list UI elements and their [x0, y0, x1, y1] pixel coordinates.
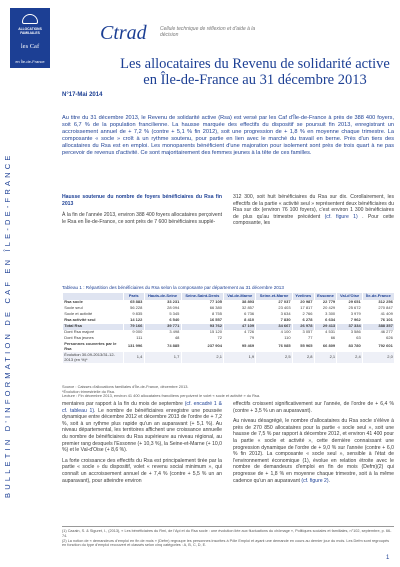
table-cell: 312 256	[362, 300, 394, 306]
table-cell: 6 278	[292, 318, 314, 324]
table-cell: 2,8	[292, 352, 314, 363]
table-cell: 29 413	[314, 324, 337, 330]
table-cell: 6 540	[144, 318, 181, 324]
table-cell: 8 755	[181, 312, 224, 318]
table-cell: 32 857	[224, 306, 256, 312]
lower-right-paragraph-1: effectifs croissent significativement sur l'année, de l'ordre de + 6,4 % (contre + 3,5 % un an auparavant).	[233, 401, 394, 414]
table-cell: 72	[181, 336, 224, 342]
table-row	[63, 352, 395, 363]
table-cell: 9 835	[124, 312, 145, 318]
table-note-1: *Évolution trimestrielle du Rsa.	[62, 388, 115, 394]
table-cell: 3 586	[337, 330, 363, 336]
table-header: Seine-et-Marne	[256, 293, 292, 300]
table-cell: 15 120	[181, 330, 224, 336]
section1-left-text: À la fin de l'année 2013, environ 388 400 foyers allocataires perçoivent le Rsa en Île-de-France, ce sont près de 7 600 bénéficiaires supplé-	[62, 212, 222, 225]
logo-org: ALLOCATIONS FAMILIALES	[18, 27, 42, 35]
table-cell: 46 277	[362, 330, 394, 336]
table-header: Essonne	[314, 293, 337, 300]
page-number: 1	[386, 555, 390, 561]
table-cell: 626	[362, 336, 394, 342]
table-cell: 39 771	[144, 324, 181, 330]
table-cell: 23 403	[256, 306, 292, 312]
table-cell: 20 987	[292, 300, 314, 306]
vertical-bulletin-text: BULLETIN D'INFORMATION DE CAF EN ÎLE-DE-FRANCE	[3, 152, 12, 498]
table-cell: 47 109	[224, 324, 256, 330]
table-header: Val-d'Oise	[337, 293, 363, 300]
row-label: Dont Rsa majoré	[63, 330, 124, 336]
table-header: Paris	[124, 293, 145, 300]
table-cell: 77	[292, 336, 314, 342]
table-cell: 63	[337, 336, 363, 342]
table-cell: 110	[256, 336, 292, 342]
lower-right-text-a: Au niveau désagrégé, le nombre d'allocataires du Rsa socle s'élève à près de 270 850 allocataires pour la partie « socle seul », soit une hausse de 7,5 % par rapport à décembre 2012, et environ 41 400 pour la partie « socle et activité », cette dernière connaissant une progression dynamique de l'ordre de + 9,0 % sur l'année (contre + 6,0 % fin 2012). La composante « socle seul », sensible à l'état de l'environnement économique (1), évolue en relation étroite avec le nombre de demandeurs d'emploi en fin de mois (Defm)(2) qui progresse de + 1,8 % en moyenne chaque trimestre, soit à la même cadence qu'un an auparavant	[233, 418, 394, 484]
caf-emblem-icon	[22, 14, 38, 24]
lower-left-paragraph-1	[62, 401, 222, 454]
section1-heading: Hausse soutenue du nombre de foyers bénéficiaires du Rsa fin 2013	[62, 194, 222, 207]
masthead-name: Ctrad	[100, 22, 147, 44]
footnote-1: (1) Cazain, S. & Siguret, I., (2013), « Les bénéficiaires du Rmi, de l'Api et du Rsa socle : une évolution liée aux fluctuations du chômage », Politiques sociales et familiales, n°102, septembre, p. 66-74.	[62, 529, 392, 538]
table-cell: 4 100	[256, 330, 292, 336]
intro-paragraph: Au titre du 31 décembre 2013, le Revenu de solidarité active (Rsa) est versé par les Caf d'Île-de-France à près de 388 400 foyers, soit 6,7 % de la population francilienne. La hausse marquée des effectifs du dispositif se poursuit fin 2013, enregistrant un accroissement annuel de + 7,2 % (contre + 5,1 % fin 2012), soit une progression de + 1,8 % en moyenne chaque trimestre. La composante « socle » croît à un rythme soutenu, pour partie en lien avec le marché du travail en berne. Près d'un tiers des allocataires du Rsa est en emploi. Les monoparents bénéficient d'une majoration pour isolement sont près de trois quart à ne pas percevoir de revenus d'activité. Ce sont majoritairement des femmes jeunes à la tête de ces familles.	[62, 115, 394, 157]
table-cell: 74 885	[144, 341, 181, 352]
table-cell: 2,4	[337, 352, 363, 363]
section1-left-column	[62, 194, 222, 225]
table-cell: 29 651	[337, 300, 363, 306]
logo-region: en Île-de-France	[15, 59, 45, 64]
table-note-2: Lecture : Fin décembre 2013, environ 41 400 allocataires franciliens perçoivent le volet « socle et activité » du Rsa.	[62, 393, 261, 399]
lower-left-text-b: . Le nombre de bénéficiaires enregistre une poussée dynamique entre décembre 2012 et décembre 2013 de l'ordre de + 7,2 %, soit à un rythme plus rapide qu'un an auparavant (+ 5,1 %). Au niveau départemental, les territoires affichent une croissance annuelle du nombre de bénéficiaires du Rsa supérieure au niveau régional, au premier rang desquels l'Essonne (+ 10,3 %), la Seine-et-Marne (+ 10,0 %) et le Val-d'Oise (+ 8,6 %).	[62, 407, 222, 454]
table-cell: 77 105	[181, 300, 224, 306]
section1-right-tail: . Pour cette composante, les	[233, 213, 395, 227]
table-cell: 237 904	[181, 341, 224, 352]
table-cell: 38 893	[224, 300, 256, 306]
caf-logo	[10, 8, 50, 68]
table-cell: 9 000	[124, 330, 145, 336]
table-cell: 6 736	[224, 312, 256, 318]
logo-brand: les Caf	[20, 43, 40, 50]
table-caption: Tableau 1 : Répartition des bénéficiaires du Rsa selon la composante par département au 31 décembre 2013	[62, 285, 284, 290]
table-header: Yvelines	[292, 293, 314, 300]
table-cell: 270 847	[362, 306, 394, 312]
table-row	[63, 341, 395, 352]
table-cell: 1,7	[144, 352, 181, 363]
table-notes	[62, 385, 394, 399]
table-cell: 111	[124, 336, 145, 342]
table-cell: 79	[224, 336, 256, 342]
table-cell: 25 672	[337, 306, 363, 312]
page-title: Les allocataires du Revenu de solidarité active en Île-de-France au 31 décembre 2013	[120, 56, 390, 88]
table-cell: 4 726	[224, 330, 256, 336]
table-cell: 26 978	[292, 324, 314, 330]
left-sidebar	[0, 0, 60, 567]
row-label: Total Rsa	[63, 324, 124, 330]
row-label: Rsa activité seul	[63, 318, 124, 324]
table-cell: 37 334	[337, 324, 363, 330]
table-cell: 6 634	[314, 318, 337, 324]
lower-right-text-b: .	[328, 477, 330, 484]
table-cell: 3 300	[314, 312, 337, 318]
table-body	[63, 300, 395, 363]
table-cell: 5 345	[144, 312, 181, 318]
table-cell: 2 766	[292, 312, 314, 318]
table-cell: 3 498	[144, 330, 181, 336]
row-label: Dont Rsa jeunes	[63, 336, 124, 342]
table-cell: 2,1	[181, 352, 224, 363]
lower-left-text-a: mentaires par rapport à la fin du mois de septembre	[62, 401, 185, 407]
section1-right-text: 312 300, soit huit bénéficiaires du Rsa sur dix. Corollairement, les effectifs de la partie « activité seul » représentent deux bénéficiaires du Rsa sur dix (environ 76 100 foyers), c'est environ 1 300 bénéficiaires de plus qu'au trimestre précédent	[233, 194, 394, 220]
table-cell: 28 094	[144, 306, 181, 312]
table-cell: 65 883	[124, 300, 145, 306]
table-cell: 48	[144, 336, 181, 342]
row-label: Personnes couvertes par le Rsa	[63, 341, 124, 352]
table-cell: 79 166	[124, 324, 145, 330]
table-cell: 2,5	[256, 352, 292, 363]
table-cell: 66	[314, 336, 337, 342]
row-label: Socle et activité	[63, 312, 124, 318]
table-cell: 1,9	[224, 352, 256, 363]
table-cell: 7 962	[337, 318, 363, 324]
table-cell: 27 037	[256, 300, 292, 306]
rsa-table	[62, 293, 394, 363]
figure-2-link[interactable]: (cf. figure 2)	[301, 477, 329, 484]
table-source: Source : Caisses d'allocations familiales d'Île-de-France, décembre 2013.	[62, 384, 189, 389]
table-cell: 8 410	[224, 318, 256, 324]
table-cell: 2,1	[314, 352, 337, 363]
table-cell: 41 409	[362, 312, 394, 318]
table-cell: 17 817	[292, 306, 314, 312]
table-cell: 4 531	[314, 330, 337, 336]
table-cell: 3 634	[256, 312, 292, 318]
lower-right-paragraph-2	[233, 418, 394, 484]
table-cell: 76 085	[256, 341, 292, 352]
table-header: Seine-Saint-Denis	[181, 293, 224, 300]
table-cell: 34 667	[256, 324, 292, 330]
row-label: Rsa socle	[63, 300, 124, 306]
table-cell: 66 809	[314, 341, 337, 352]
masthead	[100, 22, 256, 45]
table-cell: 16 557	[181, 318, 224, 324]
table-cell: 56 228	[124, 306, 145, 312]
table-cell: 93 762	[181, 324, 224, 330]
lower-left-paragraph-2: La forte croissance des effectifs du Rsa est principalement tirée par la partie « socle » du dispositif, volet « revenu social minimum », qui connaît un accroissement annuel de + 7,4 % (contre + 5,5 % un an auparavant), pour atteindre environ	[62, 457, 222, 484]
table-cell: 131 996	[124, 341, 145, 352]
encadre-tableau-link[interactable]: (cf. encadré 1 & cf. tableau 1)	[62, 401, 222, 414]
table-cell: 3 979	[337, 312, 363, 318]
table-cell: 2,0	[362, 352, 394, 363]
table-cell: 7 830	[256, 318, 292, 324]
table-header-row	[63, 293, 395, 300]
table-cell: 55 965	[292, 341, 314, 352]
table-cell: 95 469	[224, 341, 256, 352]
table-header: Val-de-Marne	[224, 293, 256, 300]
table-cell: 388 357	[362, 324, 394, 330]
table-cell: 1,4	[124, 352, 145, 363]
table-cell: 76 101	[362, 318, 394, 324]
lower-left-column	[62, 401, 222, 484]
figure-1-link[interactable]: (cf. figure 1)	[324, 213, 358, 220]
footnotes	[62, 526, 394, 548]
masthead-tagline: Cellule technique de réflexion et d'aide à la décision	[160, 26, 256, 38]
table-cell: 33 231	[144, 300, 181, 306]
row-label: Évolution 30-09-2013/31-12-2013 (en %)*	[63, 352, 124, 363]
footnote-2: (2) La notion de « demandeurs d'emploi en fin de mois » (Defm) regroupe les personnes inscrites à Pôle Emploi et ayant une demande en cours au dernier jour du mois. Les Defm sont regroupés en fonction du type d'emploi recouvert et classés selon cinq catégories : A, B, C, D, E.	[62, 538, 390, 548]
lower-right-column	[233, 401, 394, 484]
table-header: Hauts-de-Seine	[144, 293, 181, 300]
table-cell: 22 779	[314, 300, 337, 306]
table-cell: 66 380	[181, 306, 224, 312]
table-cell: 792 601	[362, 341, 394, 352]
row-label: Socle seul	[63, 306, 124, 312]
table-header: Île-de-France	[362, 293, 394, 300]
table-cell: 14 122	[124, 318, 145, 324]
section1-right-column	[233, 194, 394, 227]
issue-number: N°17-Mai 2014	[62, 92, 103, 98]
table-cell: 83 780	[337, 341, 363, 352]
table-cell: 20 429	[314, 306, 337, 312]
table-cell: 3 057	[292, 330, 314, 336]
